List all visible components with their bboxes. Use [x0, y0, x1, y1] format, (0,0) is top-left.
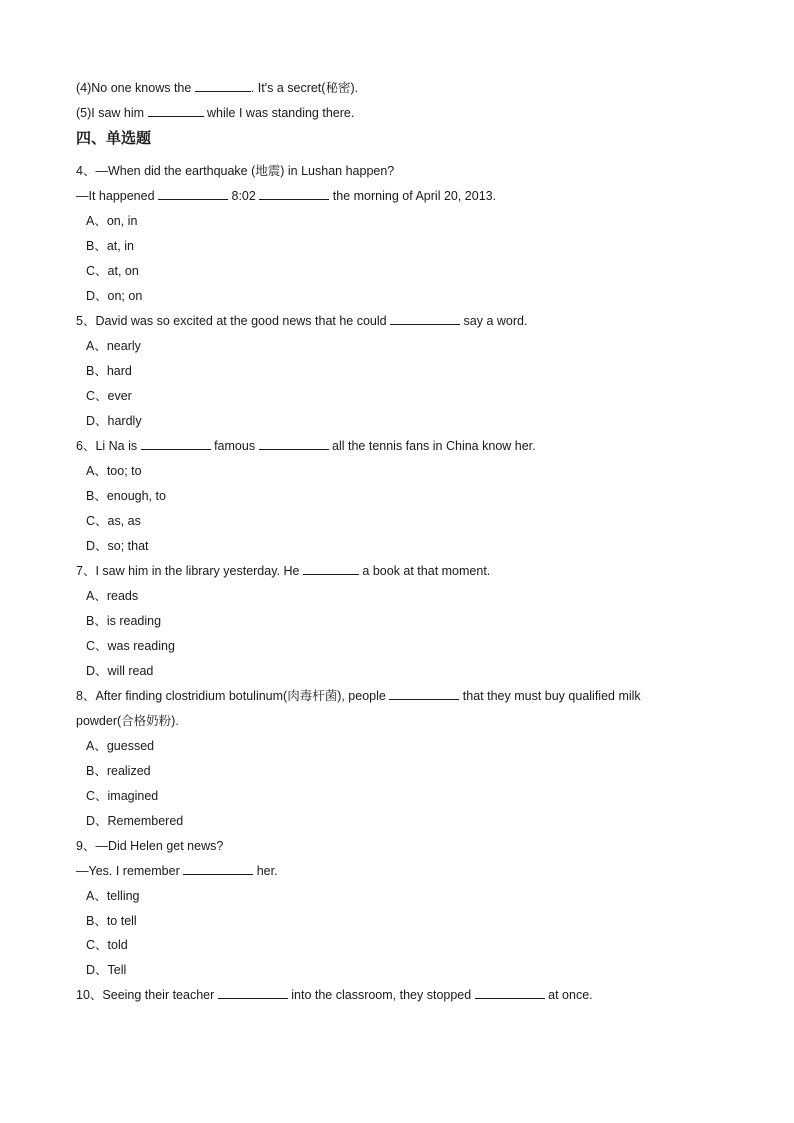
answer-blank [195, 80, 251, 92]
question-8-line-2: powder(合格奶粉). [76, 714, 179, 728]
question-8-text: 8、After finding clostridium botulinum(肉毒杆菌), people that they must buy qualified milk [76, 689, 641, 703]
question-9-option-a: A、telling [86, 889, 140, 903]
fill-item-4: (4)No one knows the . It's a secret(秘密). [76, 81, 359, 95]
answer-blank [141, 438, 211, 450]
question-10-text: 10、Seeing their teacher into the classroom, they stopped at once. [76, 988, 593, 1002]
question-5-text: 5、David was so excited at the good news that he could say a word. [76, 314, 528, 328]
question-5-option-a: A、nearly [86, 339, 141, 353]
answer-blank [475, 987, 545, 999]
question-8-option-b: B、realized [86, 764, 151, 778]
fill-item-5: (5)I saw him while I was standing there. [76, 106, 355, 120]
answer-blank [183, 863, 253, 875]
answer-blank [158, 188, 228, 200]
question-6-option-b: B、enough, to [86, 489, 166, 503]
question-7-option-a: A、reads [86, 589, 139, 603]
question-6-option-a: A、too; to [86, 464, 142, 478]
answer-blank [259, 438, 329, 450]
question-8-option-a: A、guessed [86, 739, 155, 753]
answer-blank [389, 688, 459, 700]
answer-blank [259, 188, 329, 200]
question-9-option-b: B、to tell [86, 914, 137, 928]
question-9-option-d: D、Tell [86, 963, 127, 977]
question-4-option-a: A、on, in [86, 214, 138, 228]
question-4-option-d: D、on; on [86, 289, 143, 303]
question-7-option-c: C、was reading [86, 639, 175, 653]
question-9-text: 9、—Did Helen get news? [76, 839, 224, 853]
answer-blank [390, 313, 460, 325]
question-7-option-b: B、is reading [86, 614, 162, 628]
question-8-option-c: C、imagined [86, 789, 159, 803]
answer-blank [303, 563, 359, 575]
question-4-option-c: C、at, on [86, 264, 139, 278]
answer-blank [148, 105, 204, 117]
question-4-line-2: —It happened 8:02 the morning of April 20, 2013. [76, 189, 497, 203]
question-9-line-2: —Yes. I remember her. [76, 864, 278, 878]
question-6-text: 6、Li Na is famous all the tennis fans in China know her. [76, 439, 536, 453]
answer-blank [218, 987, 288, 999]
section-title: 四、单选题 [76, 129, 152, 147]
question-7-option-d: D、will read [86, 664, 154, 678]
question-5-option-d: D、hardly [86, 414, 142, 428]
question-6-option-d: D、so; that [86, 539, 149, 553]
question-8-option-d: D、Remembered [86, 814, 184, 828]
question-5-option-c: C、ever [86, 389, 132, 403]
question-5-option-b: B、hard [86, 364, 132, 378]
question-4-text: 4、—When did the earthquake (地震) in Lushan happen? [76, 164, 395, 178]
question-4-option-b: B、at, in [86, 239, 134, 253]
question-9-option-c: C、told [86, 938, 128, 952]
question-6-option-c: C、as, as [86, 514, 141, 528]
question-7-text: 7、I saw him in the library yesterday. He a book at that moment. [76, 564, 491, 578]
